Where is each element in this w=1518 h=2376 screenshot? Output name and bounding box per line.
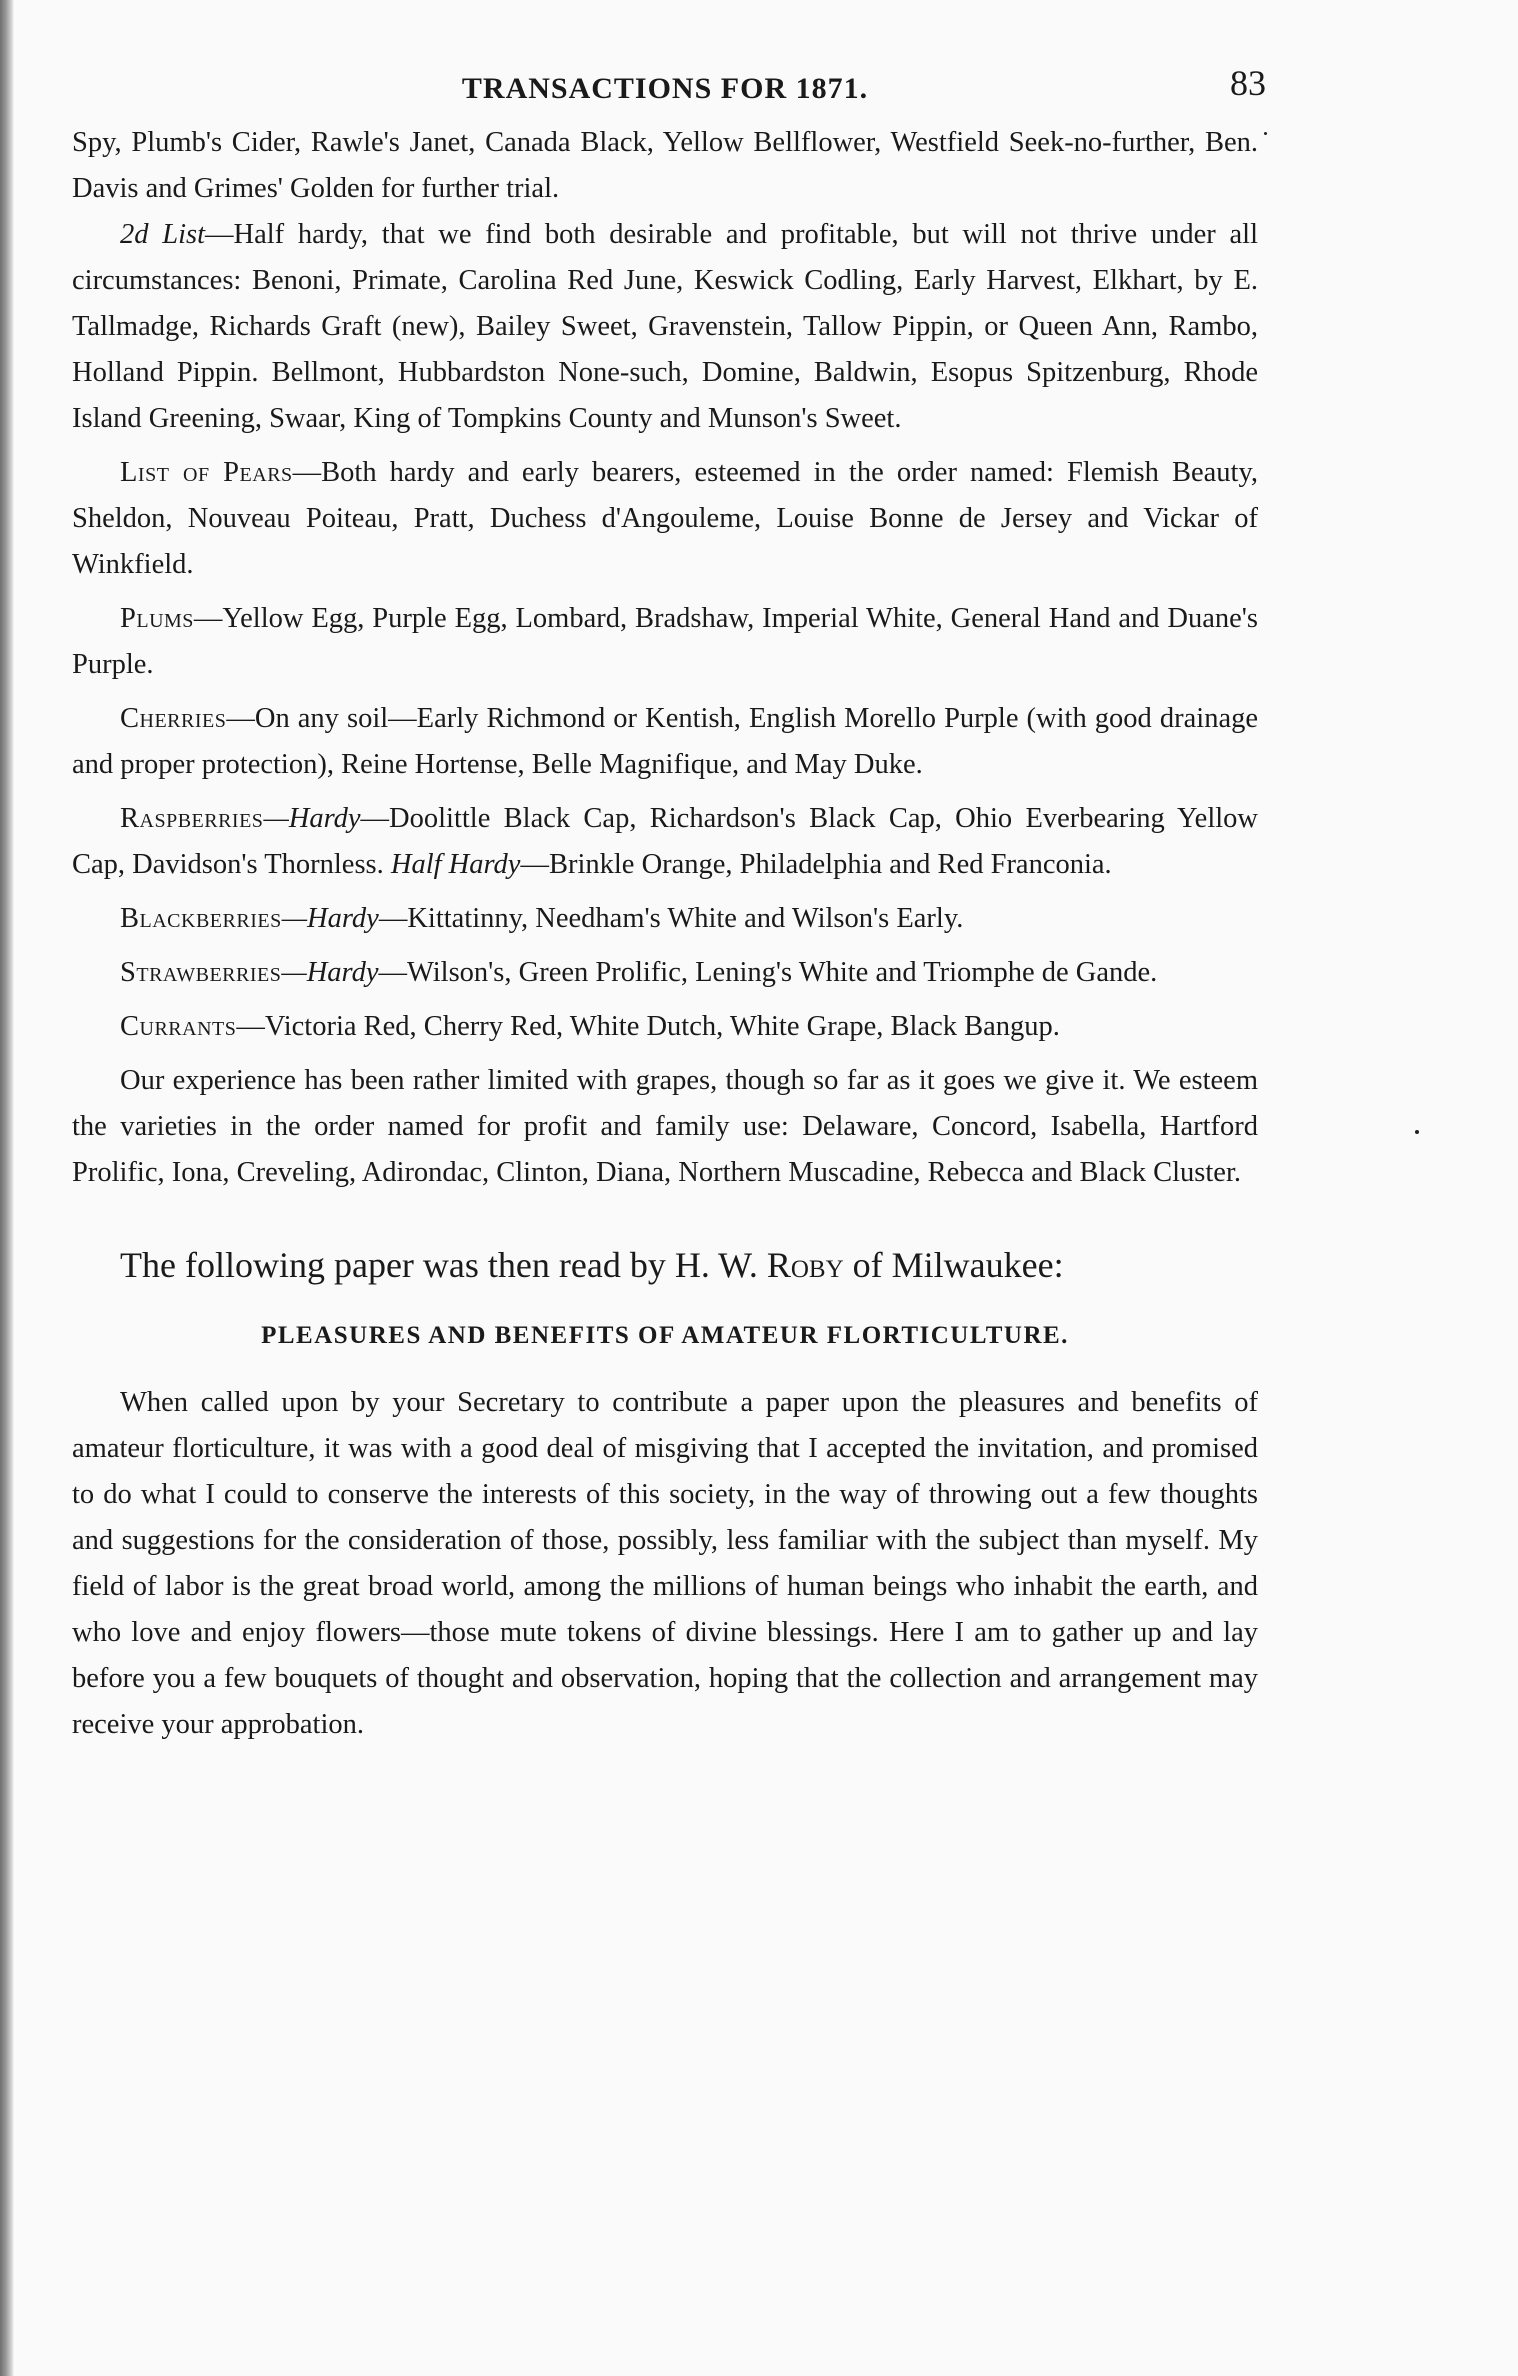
- strawberries-paragraph: [72, 950, 1258, 996]
- section-title: PLEASURES AND BENEFITS OF AMATEUR FLORTICULTURE.: [261, 1322, 1069, 1349]
- strawberries-label: Strawberries: [120, 957, 282, 988]
- paragraph-text: —Wilson's, Green Prolific, Lening's White and Triomphe de Gande.: [378, 957, 1158, 988]
- apple-list-continuation: [72, 120, 1258, 212]
- blackberries-paragraph: [72, 896, 1258, 942]
- plums-paragraph: [72, 596, 1258, 688]
- cherries-label: Cherries: [120, 703, 227, 734]
- strawberries-hardy-label: —Hardy: [281, 957, 379, 988]
- paragraph-text: —Kittatinny, Needham's White and Wilson's Early.: [378, 903, 964, 934]
- paragraph-text: —Half hardy, that we find both desirable and profitable, but will not thrive under all circumstances: Benoni, Primate, Carolina Red June, Keswick Codling, Early Harvest, Elkhart, by E. Tallmadge, Richards Graft (new), Bailey Sweet, Gravenstein, Tallow Pippin, or Queen Ann, Rambo, Holland Pippin. Bellmont, Hubbardston None-such, Domine, Baldwin, Esopus Spitzenburg, Rhode Island Greening, Swaar, King of Tompkins County and Munson's Sweet.: [72, 219, 1258, 434]
- paragraph-text: —On any soil—Early Richmond or Kentish, English Morello Purple (with good drainage and proper protection), Reine Hortense, Belle Magnifique, and May Duke.: [72, 703, 1258, 780]
- intro-text: The following paper was then read by H. W.: [120, 1245, 767, 1285]
- raspberries-paragraph: [72, 796, 1258, 888]
- intro-text: of Milwaukee:: [843, 1245, 1064, 1285]
- grapes-paragraph: [72, 1058, 1258, 1196]
- stray-ink-dot: [1415, 1130, 1419, 1134]
- page-header: [72, 58, 1266, 120]
- page-edge-shadow: [0, 0, 14, 2376]
- pears-label: List of Pears: [120, 457, 293, 488]
- raspberries-half-hardy-label: Half Hardy: [390, 849, 521, 880]
- paragraph-text: —Doolittle Black Cap, Richardson's Black Cap, Ohio Everbearing Yellow Cap, Davidson's Thornless.: [72, 803, 1258, 880]
- paragraph-text: When called upon by your Secretary to contribute a paper upon the pleasures and benefits of amateur florticulture, it was with a good deal of misgiving that I accepted the invitation, and promised to do what I could to conserve the interests of this society, in the way of throwing out a few thoughts and suggestions for the consideration of those, possibly, less familiar with the subject than myself. My field of labor is the great broad world, among the millions of human beings who inhabit the earth, and who love and enjoy flowers—those mute tokens of divine blessings. Here I am to gather up and lay before you a few bouquets of thought and observation, hoping that the collection and arrangement may receive your approbation.: [72, 1387, 1258, 1740]
- paragraph-text: Our experience has been rather limited with grapes, though so far as it goes we give it. We esteem the varieties in the order named for profit and family use: Delaware, Concord, Isabella, Hartford Prolific, Iona, Creveling, Adirondac, Clinton, Diana, Northern Muscadine, Rebecca and Black Cluster.: [72, 1065, 1258, 1188]
- plums-label: Plums: [120, 603, 194, 634]
- page-number: 83: [1230, 63, 1266, 103]
- florticulture-paragraph: [72, 1380, 1258, 1748]
- paragraph-text: —Brinkle Orange, Philadelphia and Red Franconia.: [520, 849, 1112, 880]
- second-list-paragraph: [72, 212, 1258, 442]
- second-list-label: 2d List: [120, 219, 206, 250]
- raspberries-hardy-label: —Hardy: [263, 803, 361, 834]
- running-head: TRANSACTIONS FOR 1871.: [461, 72, 869, 105]
- document-page: [72, 58, 1266, 1748]
- blackberries-hardy-label: —Hardy: [281, 903, 379, 934]
- paragraph-text: —Victoria Red, Cherry Red, White Dutch, White Grape, Black Bangup.: [236, 1011, 1060, 1042]
- paragraph-text: —Both hardy and early bearers, esteemed in the order named: Flemish Beauty, Sheldon, Nouveau Poiteau, Pratt, Duchess d'Angouleme, Louise Bonne de Jersey and Vickar of Winkfield.: [72, 457, 1258, 580]
- paragraph-text: —Yellow Egg, Purple Egg, Lombard, Bradshaw, Imperial White, General Hand and Duane's Purple.: [72, 603, 1258, 680]
- author-name: Roby: [766, 1245, 844, 1285]
- paragraph-text: Spy, Plumb's Cider, Rawle's Janet, Canada Black, Yellow Bellflower, Westfield Seek-no-further, Ben. Davis and Grimes' Golden for further trial.: [72, 127, 1258, 204]
- paper-introduction: [72, 1236, 1258, 1294]
- raspberries-label: Raspberries: [120, 803, 264, 834]
- stray-ink-dot: [1264, 132, 1267, 135]
- blackberries-label: Blackberries: [120, 903, 282, 934]
- currants-paragraph: [72, 1004, 1258, 1050]
- pears-paragraph: [72, 450, 1258, 588]
- currants-label: Currants: [120, 1011, 237, 1042]
- cherries-paragraph: [72, 696, 1258, 788]
